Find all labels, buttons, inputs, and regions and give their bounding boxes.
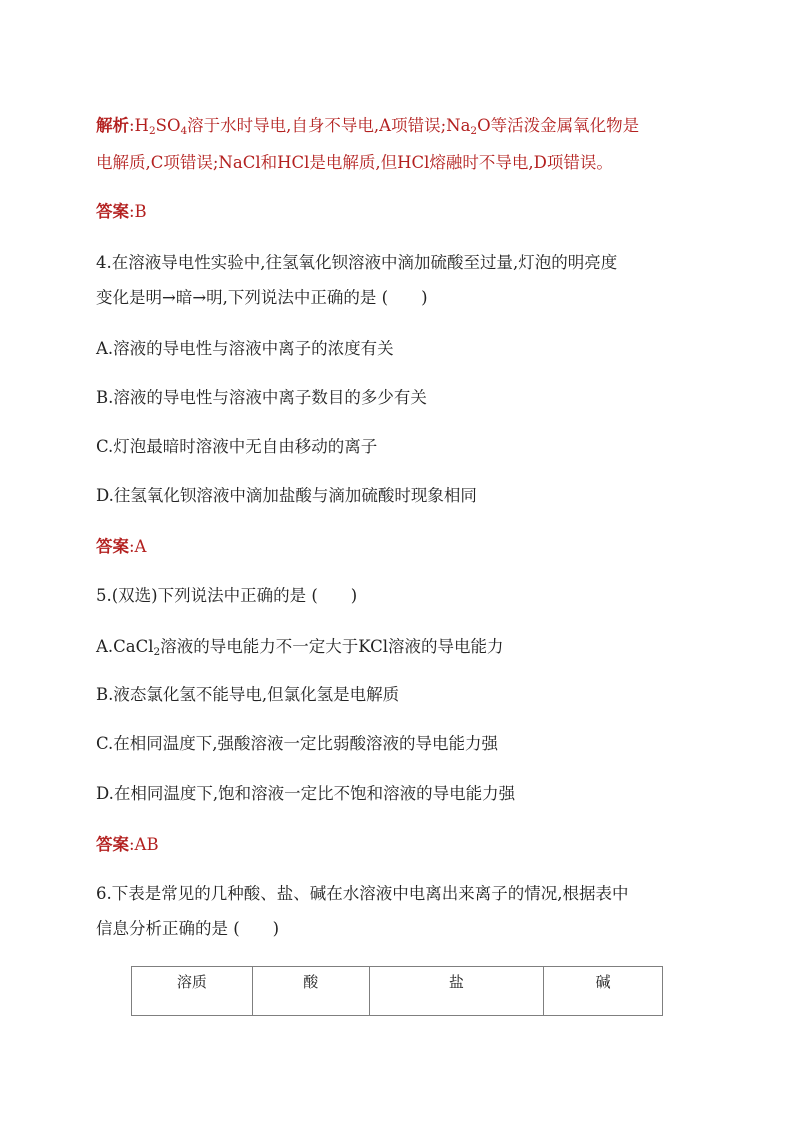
answer-q4: 答案:A [96,537,147,556]
table-header-row [132,967,663,1016]
solute-table [131,966,663,1016]
q4-option-d: D.往氢氧化钡溶液中滴加盐酸与滴加硫酸时现象相同 [96,486,477,505]
q4-stem-line-1: 4.在溶液导电性实验中,往氢氧化钡溶液中滴加硫酸至过量,灯泡的明亮度 [96,253,618,272]
q4-option-b: B.溶液的导电性与溶液中离子数目的多少有关 [96,388,427,407]
q5-option-c: C.在相同温度下,强酸溶液一定比弱酸溶液的导电能力强 [96,734,499,753]
table-header-cell: 碱 [544,967,663,1016]
q6-stem-line-1: 6.下表是常见的几种酸、盐、碱在水溶液中电离出来离子的情况,根据表中 [96,884,629,903]
q4-stem-line-2: 变化是明→暗→明,下列说法中正确的是 ( ) [96,288,428,307]
answer-q5: 答案:AB [96,835,159,854]
analysis-line-2: 电解质,C项错误;NaCl和HCl是电解质,但HCl熔融时不导电,D项错误。 [96,153,613,172]
table-header-cell: 溶质 [132,967,253,1016]
q4-option-c: C.灯泡最暗时溶液中无自由移动的离子 [96,437,378,456]
q5-option-b: B.液态氯化氢不能导电,但氯化氢是电解质 [96,685,400,704]
analysis-line-1: 解析$:H_2SO_4$溶于水时导电,自身不导电,A项错误$;Na_2O$等活泼金属氧化物是 [96,116,640,137]
answer-label: 答案 [96,835,129,854]
answer-label: 答案 [96,202,129,221]
q5-option-a: A.CaCl$_2$溶液的导电能力不一定大于KCl溶液的导电能力 [96,637,504,658]
q6-stem-line-2: 信息分析正确的是 ( ) [96,919,280,938]
answer-q3: 答案:B [96,202,147,221]
q5-stem: 5.(双选)下列说法中正确的是 ( ) [96,586,358,605]
q5-option-d: D.在相同温度下,饱和溶液一定比不饱和溶液的导电能力强 [96,784,516,803]
table-header-cell: 盐 [369,967,543,1016]
answer-label: 答案 [96,537,129,556]
table-header-cell: 酸 [252,967,369,1016]
q4-option-a: A.溶液的导电性与溶液中离子的浓度有关 [96,339,394,358]
analysis-label: 解析 [96,116,129,135]
